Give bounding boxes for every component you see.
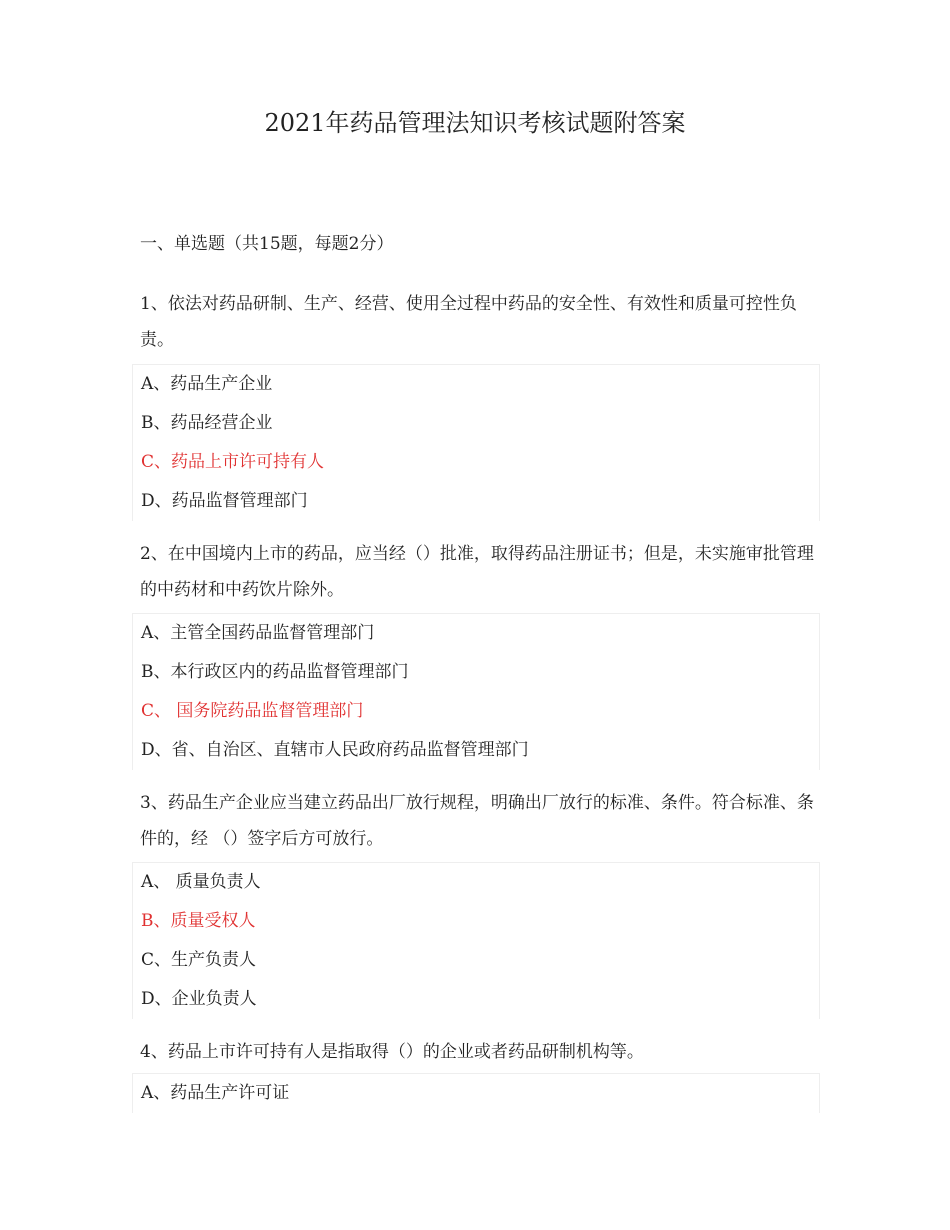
options-question-3 (132, 862, 820, 1019)
option-2c-answer[interactable]: C、 国务院药品监督管理部门 (141, 701, 364, 721)
question-4: 4、药品上市许可持有人是指取得（）的企业或者药品研制机构等。 (140, 1042, 644, 1062)
option-2a[interactable]: A、主管全国药品监督管理部门 (141, 623, 375, 643)
question-1: 1、依法对药品研制、生产、经营、使用全过程中药品的安全性、有效性和质量可控性负责。 (140, 294, 797, 350)
option-3c[interactable]: C、生产负责人 (141, 950, 257, 970)
option-1d[interactable]: D、药品监督管理部门 (141, 491, 308, 511)
option-2b[interactable]: B、本行政区内的药品监督管理部门 (141, 662, 409, 682)
option-2d[interactable]: D、省、自治区、直辖市人民政府药品监督管理部门 (141, 740, 529, 760)
option-1c-answer[interactable]: C、药品上市许可持有人 (141, 452, 325, 472)
option-1b[interactable]: B、药品经营企业 (141, 413, 273, 433)
options-question-1 (132, 364, 820, 521)
question-3: 3、药品生产企业应当建立药品出厂放行规程，明确出厂放行的标准、条件。符合标准、条件的，经 （）签字后方可放行。 (140, 793, 814, 849)
options-question-2 (132, 613, 820, 770)
page-title: 2021年药品管理法知识考核试题附答案 (264, 109, 686, 137)
option-4a[interactable]: A、药品生产许可证 (141, 1083, 290, 1103)
option-3a[interactable]: A、 质量负责人 (141, 872, 261, 892)
question-2: 2、在中国境内上市的药品，应当经（）批准，取得药品注册证书；但是，未实施审批管理的中药材和中药饮片除外。 (140, 544, 814, 600)
options-question-4 (132, 1073, 820, 1113)
option-1a[interactable]: A、药品生产企业 (141, 374, 273, 394)
section-heading: 一、单选题（共15题，每题2分） (140, 234, 394, 254)
option-3d[interactable]: D、企业负责人 (141, 989, 257, 1009)
option-3b-answer[interactable]: B、质量受权人 (141, 911, 256, 931)
